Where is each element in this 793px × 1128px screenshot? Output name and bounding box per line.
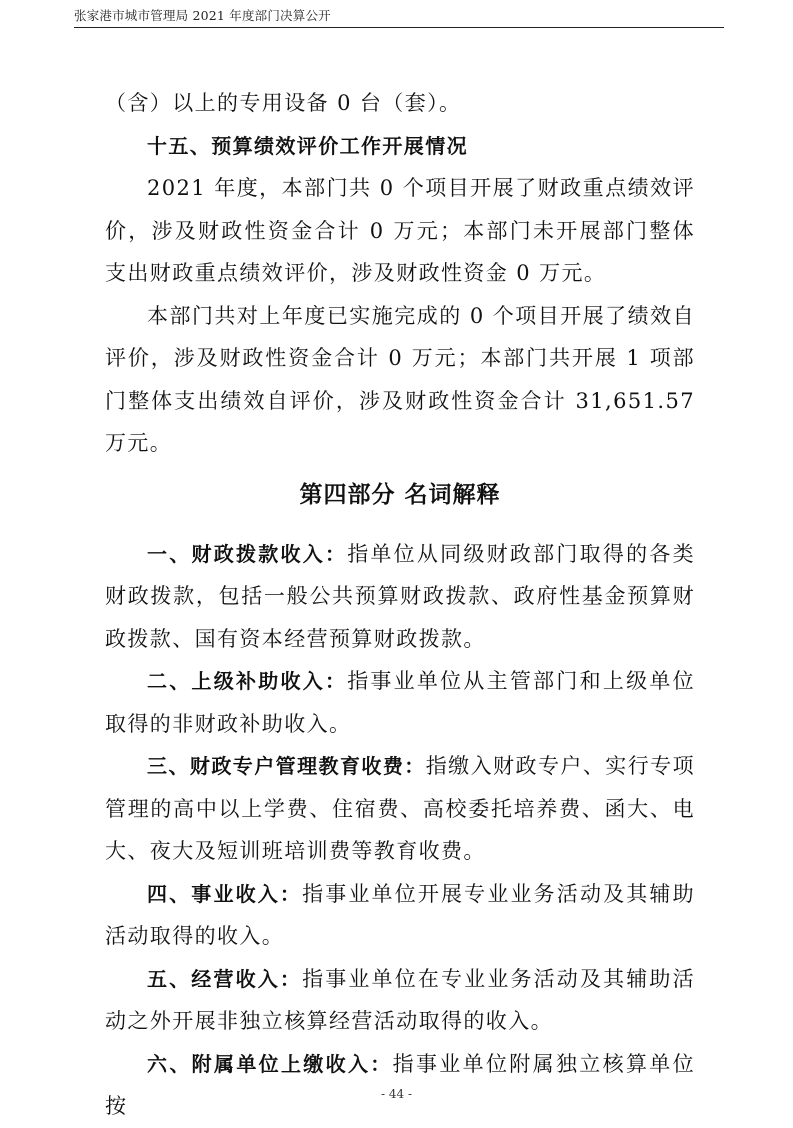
term-paragraph	[105, 745, 695, 873]
term-label: 五、经营收入：	[147, 966, 303, 991]
document-body	[105, 82, 695, 1128]
term-paragraph	[105, 660, 695, 745]
term-paragraph	[105, 873, 695, 958]
section-heading-15: 十五、预算绩效评价工作开展情况	[147, 133, 468, 158]
intro-line: （含）以上的专用设备 0 台（套）。	[105, 91, 462, 115]
term-label: 三、财政专户管理教育收费：	[147, 754, 426, 778]
section15-paragraph-1: 2021 年度，本部门共 0 个项目开展了财政重点绩效评价，涉及财政性资金合计 0 万元；本部门未开展部门整体支出财政重点绩效评价，涉及财政性资金 0 万元。	[105, 176, 695, 285]
term-definition: 指单位从同级财政部门取得的各类财政拨款，包括一般公共预算财政拨款、政府性基金预算财政拨款、国有资本经营预算财政拨款。	[105, 541, 695, 651]
section15-paragraph-2: 本部门共对上年度已实施完成的 0 个项目开展了绩效自评价，涉及财政性资金合计 0 万元；本部门共开展 1 项部门整体支出绩效自评价，涉及财政性资金合计 31,651.57 万元。	[105, 303, 695, 455]
term-definition: 指事业单位在专业业务活动及其辅助活动之外开展非独立核算经营活动取得的收入。	[105, 966, 695, 1033]
term-definition: 指事业单位从主管部门和上级单位取得的非财政补助收入。	[105, 669, 695, 736]
term-label: 一、财政拨款收入：	[147, 541, 348, 566]
term-label: 六、附属单位上缴收入：	[147, 1051, 393, 1076]
term-definition: 指缴入财政专户、实行专项管理的高中以上学费、住宿费、高校委托培养费、函大、电大、夜大及短训班培训费等教育收费。	[105, 754, 695, 863]
term-paragraph	[105, 1043, 695, 1128]
term-paragraph	[105, 958, 695, 1043]
term-label: 四、事业收入：	[147, 881, 303, 906]
page-header: 张家港市城市管理局 2021 年度部门决算公开	[74, 8, 331, 23]
term-paragraph	[105, 533, 695, 661]
term-label: 二、上级补助收入：	[147, 669, 348, 693]
term-definition: 指事业单位附属独立核算单位按	[105, 1051, 695, 1118]
part-title: 第四部分 名词解释	[299, 481, 501, 508]
page-number: - 44 -	[380, 1087, 412, 1101]
term-definition: 指事业单位开展专业业务活动及其辅助活动取得的收入。	[105, 881, 695, 948]
header-divider	[74, 27, 724, 28]
